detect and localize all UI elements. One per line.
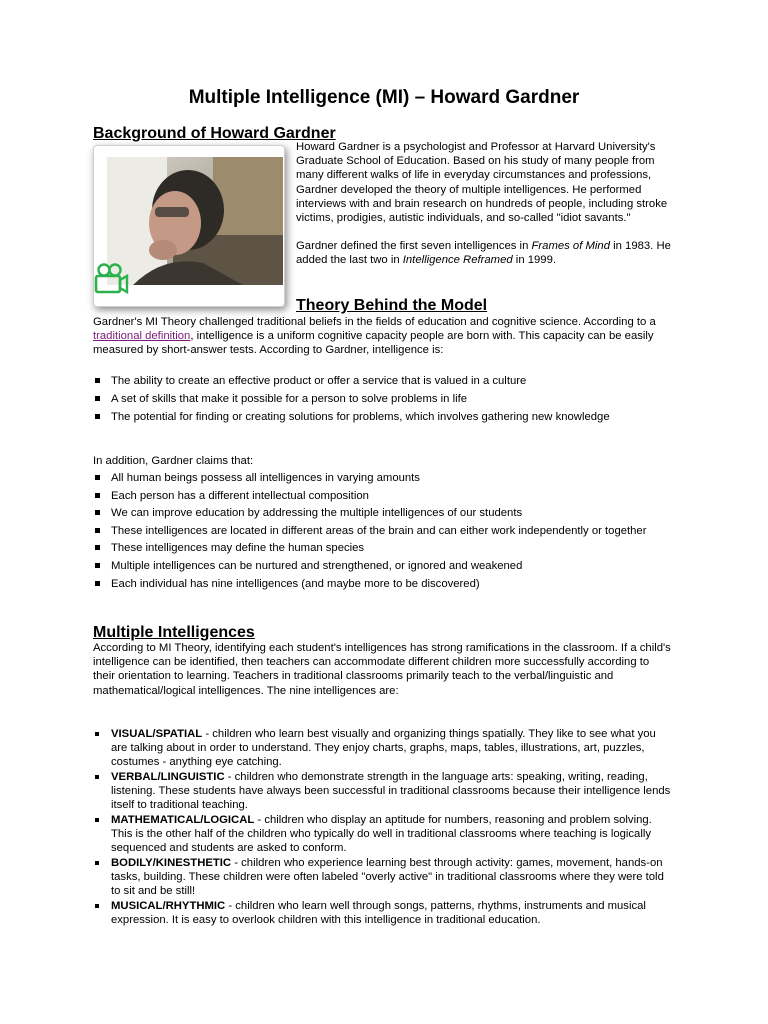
list-item: Each individual has nine intelligences (and maybe more to be discovered)	[93, 577, 673, 591]
bio-dates-text-3: in 1999.	[512, 254, 557, 267]
list-item	[93, 727, 673, 770]
list-item: We can improve education by addressing the multiple intelligences of our students	[93, 506, 673, 520]
page-title: Multiple Intelligence (MI) – Howard Gardner	[188, 87, 580, 108]
intelligence-description: - children who demonstrate strength in the language arts: speaking, writing, reading, listening. These students have always been successful in traditional classrooms because their intelligence lends itself to traditional teaching.	[111, 771, 671, 812]
intelligence-label: MATHEMATICAL/LOGICAL	[111, 814, 255, 826]
list-item: Each person has a different intellectual composition	[93, 489, 673, 503]
theory-intro-text-1: Gardner's MI Theory challenged traditional beliefs in the fields of education and cognitive science. According to a	[93, 316, 656, 328]
bio-dates-text-2: in 1983. He added the last two in	[296, 240, 671, 267]
portrait-photo	[93, 145, 285, 307]
video-camera-icon[interactable]	[93, 263, 129, 295]
list-item	[93, 899, 673, 927]
bio-dates-paragraph	[296, 239, 676, 267]
intelligence-definition-list	[93, 374, 673, 427]
list-item: These intelligences are located in different areas of the brain and can either work independently or together	[93, 524, 673, 538]
intelligence-label: BODILY/KINESTHETIC	[111, 857, 232, 869]
list-item: The ability to create an effective product or offer a service that is valued in a culture	[93, 374, 673, 388]
background-text	[296, 140, 676, 268]
bio-dates-text-1: Gardner defined the first seven intelligences in	[296, 240, 532, 253]
theory-intro-text-2: , intelligence is a uniform cognitive capacity people are born with. This capacity can be easily measured by short-answer tests. According to Gardner, intelligence is:	[93, 330, 654, 357]
theory-intro	[93, 315, 673, 358]
intelligence-label: VISUAL/SPATIAL	[111, 728, 203, 740]
intelligence-description: - children who learn well through songs, patterns, rhythms, instruments and musical expression. It is easy to overlook children with this intelligence in traditional education.	[111, 900, 646, 927]
list-item	[93, 856, 673, 899]
list-item: Multiple intelligences can be nurtured and strengthened, or ignored and weakened	[93, 559, 673, 573]
multiple-intelligences-intro: According to MI Theory, identifying each student's intelligences has strong ramifications in the classroom. If a child's intelligence can be identified, then teachers can accommodate different children more successfully according to their orientation to learning. Teachers in traditional classrooms primarily teach to the verbal/linguistic and mathematical/logical intelligences. The nine intelligences are:	[93, 642, 671, 697]
bio-paragraph: Howard Gardner is a psychologist and Professor at Harvard University's Graduate School of Education. Based on his study of many people from many different walks of life in everyday circumstances and professions, Gardner developed the theory of multiple intelligences. He performed interviews with and brain research on hundreds of people, including stroke victims, prodigies, autistic individuals, and so-called "idiot savants."	[296, 141, 668, 225]
background-heading: Background of Howard Gardner	[93, 125, 336, 142]
list-item: A set of skills that make it possible for a person to solve problems in life	[93, 392, 673, 406]
intelligence-label: MUSICAL/RHYTHMIC	[111, 900, 226, 912]
list-item: The potential for finding or creating solutions for problems, which involves gathering new knowledge	[93, 410, 673, 424]
book-title-frames-of-mind: Frames of Mind	[531, 240, 610, 253]
list-item	[93, 770, 673, 813]
addition-text: In addition, Gardner claims that:	[93, 455, 254, 467]
claims-list	[93, 471, 673, 594]
multiple-intelligences-heading: Multiple Intelligences	[93, 624, 255, 641]
theory-heading: Theory Behind the Model	[296, 297, 488, 314]
book-title-intelligence-reframed: Intelligence Reframed	[402, 254, 513, 267]
list-item: All human beings possess all intelligences in varying amounts	[93, 471, 673, 485]
list-item	[93, 813, 673, 856]
intelligence-label: VERBAL/LINGUISTIC	[111, 771, 225, 783]
intelligences-list	[93, 727, 673, 928]
traditional-definition-link[interactable]: traditional definition	[93, 330, 191, 343]
list-item: These intelligences may define the human species	[93, 541, 673, 555]
intelligence-description: - children who learn best visually and organizing things spatially. They like to see what you are talking about in order to understand. They enjoy charts, graphs, maps, tables, illustrations, art, puzzles, costumes - anything eye catching.	[111, 728, 656, 769]
intelligence-description: - children who experience learning best through activity: games, movement, hands-on tasks, building. These children were often labeled "overly active" in traditional classrooms where they were told to sit and be still!	[111, 857, 664, 898]
intelligence-description: - children who display an aptitude for numbers, reasoning and problem solving. This is the other half of the children who typically do well in traditional classrooms where teaching is logically sequenced and students are asked to conform.	[111, 814, 652, 855]
